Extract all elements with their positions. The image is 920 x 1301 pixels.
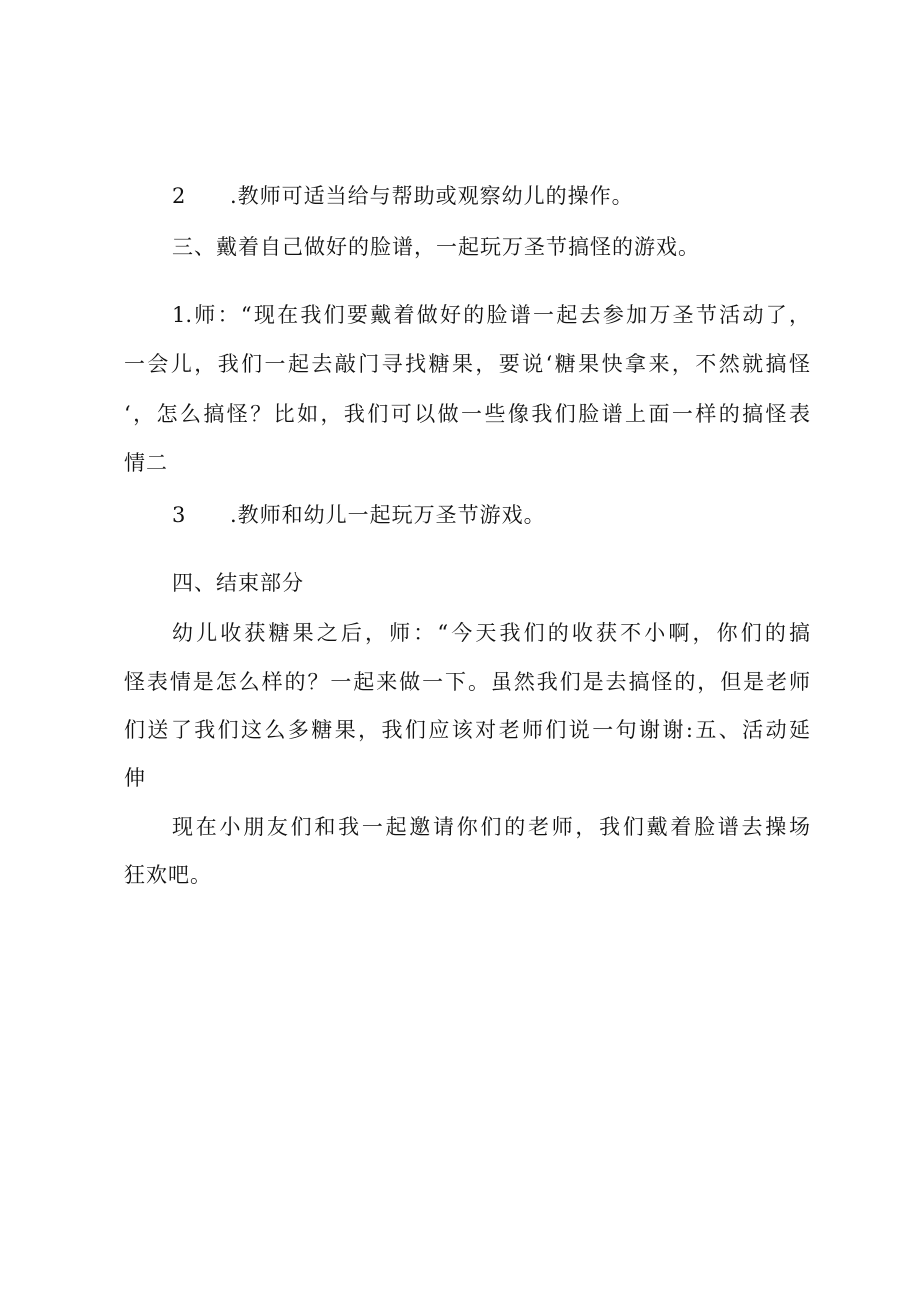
ending-paragraph-line-3: 们送了我们这么多糖果，我们应该对老师们说一句谢谢:五、活动延 bbox=[124, 718, 810, 742]
teacher-speech-line-2: 一会儿，我们一起去敲门寻找糖果，要说‘糖果快拿来，不然就搞怪 bbox=[124, 352, 810, 376]
ending-paragraph-line-4: 伸 bbox=[124, 766, 146, 790]
teacher-speech-line-4: 情二 bbox=[124, 451, 168, 475]
step-number: 3 bbox=[172, 503, 187, 527]
closing-line-1: 现在小朋友们和我一起邀请你们的老师，我们戴着脸谱去操场 bbox=[172, 815, 810, 839]
step-text: .教师和幼儿一起玩万圣节游戏。 bbox=[230, 503, 546, 527]
step-text: .教师可适当给与帮助或观察幼儿的操作。 bbox=[230, 184, 634, 208]
section-four-heading: 四、结束部分 bbox=[172, 571, 304, 595]
closing-line-2: 狂欢吧。 bbox=[124, 863, 212, 887]
teacher-speech-line-1: 1.师：“现在我们要戴着做好的脸谱一起去参加万圣节活动了， bbox=[172, 303, 810, 327]
step-2-line bbox=[172, 183, 634, 209]
section-three-heading: 三、戴着自己做好的脸谱，一起玩万圣节搞怪的游戏。 bbox=[172, 235, 700, 259]
teacher-speech-line-3: ‘，怎么搞怪？比如，我们可以做一些像我们脸谱上面一样的搞怪表 bbox=[124, 402, 810, 426]
ending-paragraph-line-1: 幼儿收获糖果之后，师：“今天我们的收获不小啊，你们的搞 bbox=[172, 621, 810, 645]
step-number: 2 bbox=[172, 184, 187, 208]
step-3-line bbox=[172, 502, 546, 528]
ending-paragraph-line-2: 怪表情是怎么样的？一起来做一下。虽然我们是去搞怪的，但是老师 bbox=[124, 670, 810, 694]
